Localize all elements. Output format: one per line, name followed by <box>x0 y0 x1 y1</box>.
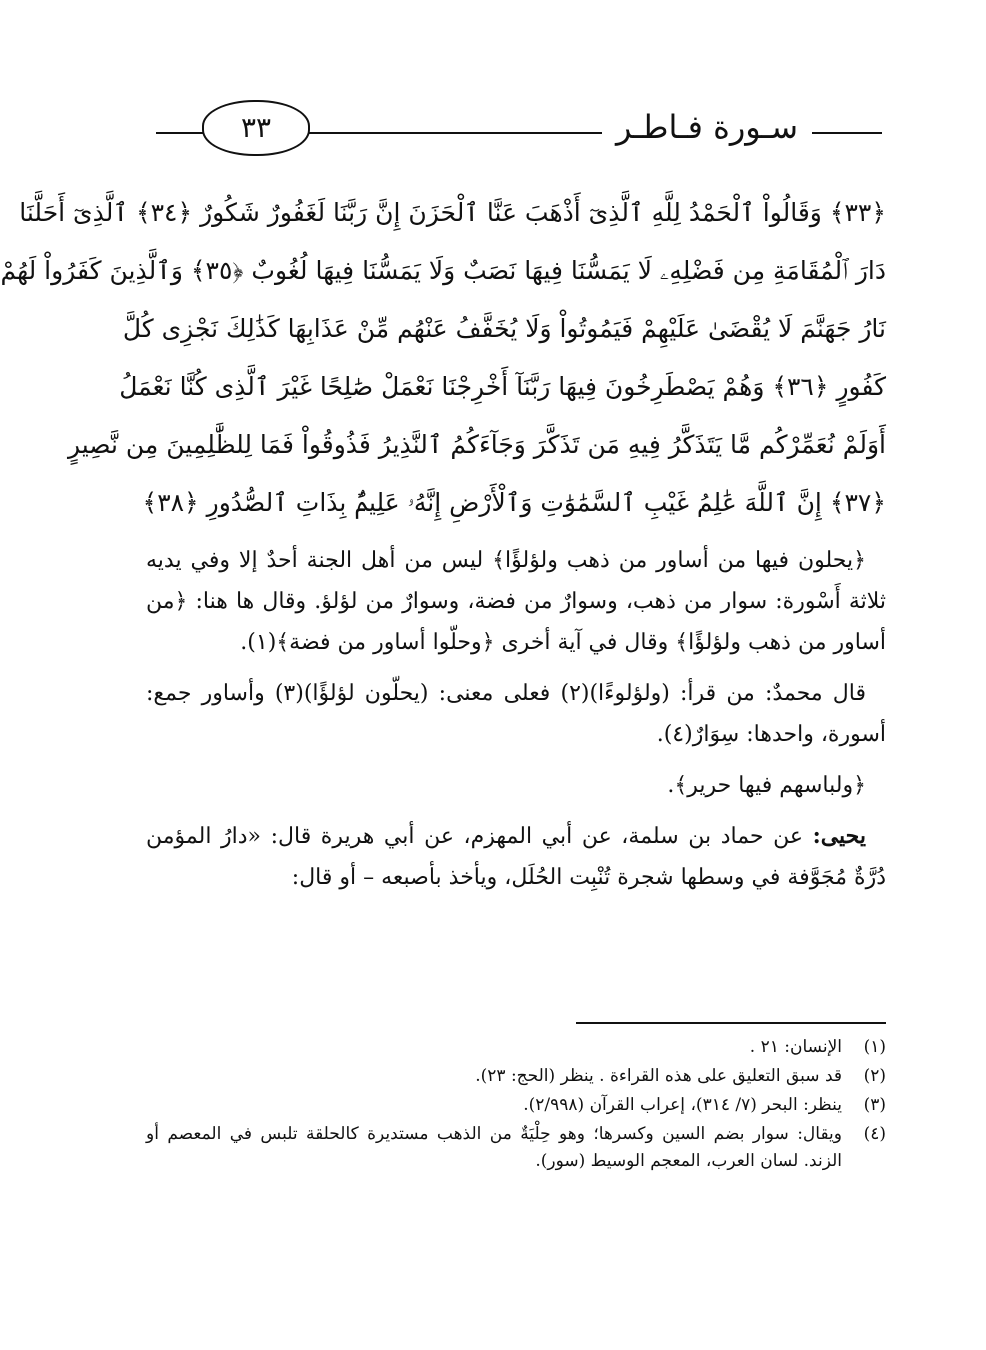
page-number: ٣٣ <box>202 100 310 156</box>
footnote-text: ينظر: البحر (٧/ ٣١٤)، إعراب القرآن (٢/٩٩٨). <box>523 1095 842 1115</box>
commentary-paragraph <box>146 540 886 663</box>
footnotes <box>146 1034 886 1177</box>
quran-line: دَارَ ٱلْمُقَامَةِ مِن فَضْلِهِۦ لَا يَمَسُّنَا فِيهَا نَصَبٌ وَلَا يَمَسُّنَا فِيهَا لُغُوبٌ ﴿٣٥﴾ وَٱلَّذِينَ كَفَرُواْ لَهُمْ <box>0 256 886 285</box>
commentary-text: ﴿يحلون فيها من أساور من ذهب ولؤلؤًا﴾ ليس من أهل الجنة أحدٌ إلا <box>238 548 866 573</box>
quran-line: ﴿٣٣﴾ وَقَالُواْ ٱلْحَمْدُ لِلَّهِ ٱلَّذِىٓ أَذْهَبَ عَنَّا ٱلْحَزَنَ إِنَّ رَبَّنَا لَغَفُورٌ شَكُورٌ ﴿٣٤﴾ ٱلَّذِىٓ أَحَلَّنَا <box>19 198 886 227</box>
commentary <box>146 540 886 908</box>
quran-line: كَفُورٍ ﴿٣٦﴾ وَهُمْ يَصْطَرِخُونَ فِيهَا رَبَّنَآ أَخْرِجْنَا نَعْمَلْ صَٰلِحًا غَيْرَ ٱلَّذِى كُنَّا نَعْمَلُ <box>119 372 886 401</box>
commentary-paragraph <box>146 816 886 898</box>
footnote <box>146 1092 886 1119</box>
footnote-text: الإنسان: ٢١ . <box>749 1037 842 1057</box>
commentary-paragraph: ﴿ولباسهم فيها حرير﴾. <box>667 773 866 798</box>
quran-line: أَوَلَمْ نُعَمِّرْكُم مَّا يَتَذَكَّرُ فِيهِ مَن تَذَكَّرَ وَجَآءَكُمُ ٱلنَّذِيرُ فَذُوقُواْ فَمَا لِلظَّٰلِمِينَ مِن نَّصِيرٍ <box>67 430 886 459</box>
footnote-number: (٤) <box>863 1124 886 1144</box>
commentary-text: وفي يديه ثلاثة أَسْورة: سوار من ذهب، وسوارٌ من فضة، وسوارٌ من لؤلؤ. <box>146 548 886 614</box>
narrator-name: يحيى: <box>812 823 866 849</box>
commentary-text: وقال ها هنا: ﴿من أساور من ذهب ولؤلؤًا﴾ وقال في آية أخرى ﴿وحلّوا <box>146 589 886 655</box>
quran-block <box>0 184 886 532</box>
footnote-number: (١) <box>863 1037 886 1057</box>
footnote-rule <box>576 1022 886 1024</box>
footnote <box>146 1121 886 1175</box>
footnote-text: قد سبق التعليق على هذه القراءة . ينظر (الحج: ٢٣). <box>475 1066 842 1086</box>
commentary-text: أساور من فضة﴾(١). <box>240 630 426 655</box>
footnote <box>146 1063 886 1090</box>
commentary-text: عن حماد بن سلمة، عن أبي المهزم، عن أبي هريرة قال: «دارُ المؤمن دُرَّةٌ مُجَوَّفة في وسطها شجرة تُنْبِت الحُلَل، ويأخذ بأصبعه – أو قال: <box>146 824 886 890</box>
commentary-paragraph: قال محمدٌ: من قرأ: (ولؤلوءًا)(٢) فعلى معنى: (يحلّون لؤلؤًا)(٣) وأساور جمع: أسورة، واحدها: سِوَارٌ(٤). <box>146 681 886 747</box>
quran-line: نَارُ جَهَنَّمَ لَا يُقْضَىٰ عَلَيْهِمْ فَيَمُوتُواْ وَلَا يُخَفَّفُ عَنْهُم مِّنْ عَذَابِهَا كَذَٰلِكَ نَجْزِى كُلَّ <box>122 314 886 343</box>
page-header <box>156 96 882 166</box>
footnote <box>146 1034 886 1061</box>
footnote-text: ويقال: سوار بضم السين وكسرها؛ وهو حِلْيَةٌ من الذهب مستديرة كالحلقة تلبس في المعصم أو الزند. لسان العرب، المعجم الوسيط (سور). <box>146 1124 842 1171</box>
footnote-number: (٢) <box>863 1066 886 1086</box>
quran-line: ﴿٣٧﴾ إِنَّ ٱللَّهَ عَٰلِمُ غَيْبِ ٱلسَّمَٰوَٰتِ وَٱلْأَرْضِ إِنَّهُۥ عَلِيمٌۢ بِذَاتِ ٱلصُّدُورِ ﴿٣٨﴾ <box>142 488 886 517</box>
footnote-number: (٣) <box>863 1095 886 1115</box>
surah-title: سـورة فـاطـر <box>602 102 812 152</box>
